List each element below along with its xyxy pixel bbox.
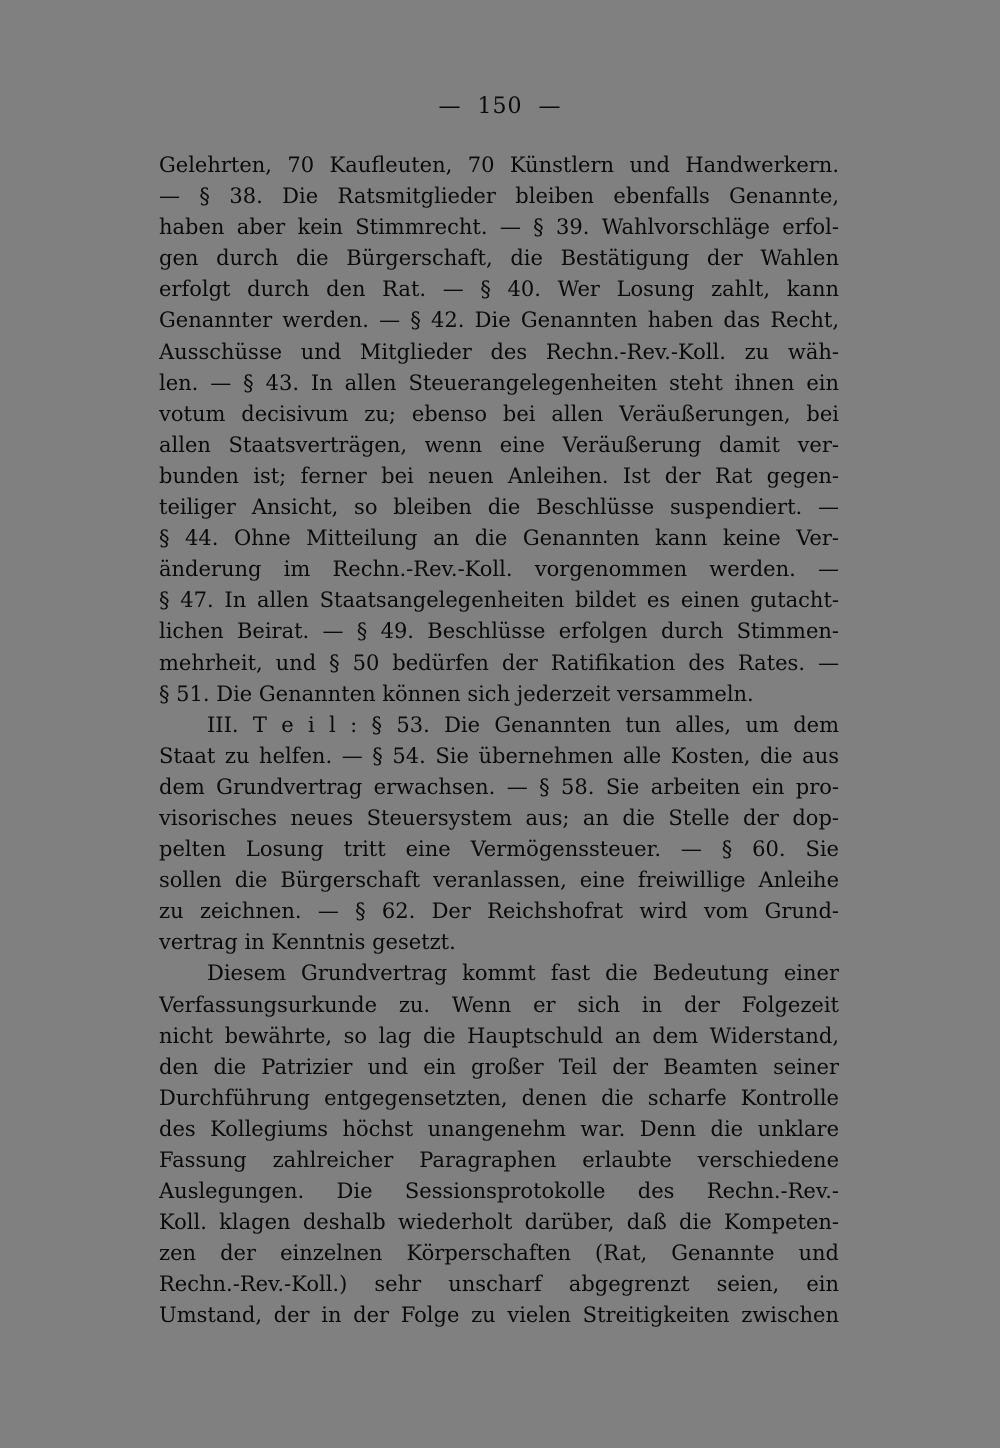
text-line: den die Patrizier und ein großer Teil der Beamten seiner — [159, 1054, 839, 1079]
page-number: — 150 — — [438, 94, 562, 119]
text-line: dem Grundvertrag erwachsen. — § 58. Sie arbeiten ein pro- — [159, 774, 839, 799]
text-line: Koll. klagen deshalb wiederholt darüber, daß die Kompeten- — [159, 1210, 839, 1235]
text-line: zen der einzelnen Körperschaften (Rat, Genannte und — [159, 1241, 839, 1266]
text-line: Auslegungen. Die Sessionsprotokolle des Rechn.-Rev.- — [159, 1179, 839, 1204]
text-line: nicht bewährte, so lag die Hauptschuld an dem Widerstand, — [159, 1023, 839, 1048]
text-line: Ausschüsse und Mitglieder des Rechn.-Rev.-Koll. zu wäh- — [159, 339, 839, 364]
text-line: Genannter werden. — § 42. Die Genannten haben das Recht, — [159, 308, 839, 333]
text-line: lichen Beirat. — § 49. Beschlüsse erfolgen durch Stimmen- — [159, 619, 839, 644]
text-line: erfolgt durch den Rat. — § 40. Wer Losung zahlt, kann — [159, 277, 839, 302]
text-line: Umstand, der in der Folge zu vielen Streitigkeiten zwischen — [159, 1303, 839, 1328]
section-heading-line: III. T e i l : § 53. Die Genannten tun alles, um dem — [207, 712, 839, 737]
text-line: pelten Losung tritt eine Vermögenssteuer. — § 60. Sie — [159, 837, 839, 862]
text-line: haben aber kein Stimmrecht. — § 39. Wahlvorschläge erfol- — [159, 215, 839, 240]
text-line: — § 38. Die Ratsmitglieder bleiben ebenfalls Genannte, — [159, 184, 839, 209]
text-line: gen durch die Bürgerschaft, die Bestätigung der Wahlen — [159, 246, 839, 271]
text-line: Fassung zahlreicher Paragraphen erlaubte verschiedene — [159, 1148, 839, 1172]
text-line: vertrag in Kenntnis gesetzt. — [159, 930, 456, 955]
text-line: len. — § 43. In allen Steuerangelegenheiten steht ihnen ein — [159, 370, 839, 395]
text-line: Gelehrten, 70 Kaufleuten, 70 Künstlern und Handwerkern. — [159, 153, 839, 177]
text-line: teiliger Ansicht, so bleiben die Beschlüsse suspendiert. — — [159, 495, 839, 520]
text-line: votum decisivum zu; ebenso bei allen Veräußerungen, bei — [159, 401, 839, 426]
text-line: Rechn.-Rev.-Koll.) sehr unscharf abgegrenzt seien, ein — [159, 1272, 839, 1297]
text-line: § 51. Die Genannten können sich jederzeit versammeln. — [159, 681, 754, 706]
text-line: Verfassungsurkunde zu. Wenn er sich in der Folgezeit — [159, 992, 839, 1017]
text-line: § 47. In allen Staatsangelegenheiten bildet es einen gutacht- — [159, 588, 839, 613]
text-line: Durchführung entgegensetzten, denen die scharfe Kontrolle — [159, 1085, 839, 1110]
text-line: mehrheit, und § 50 bedürfen der Ratifikation des Rates. — — [159, 650, 839, 675]
text-line: visorisches neues Steuersystem aus; an die Stelle der dop- — [159, 805, 839, 830]
body-text — [159, 150, 839, 1332]
text-line: änderung im Rechn.-Rev.-Koll. vorgenommen werden. — — [159, 557, 839, 582]
text-line: Staat zu helfen. — § 54. Sie übernehmen alle Kosten, die aus — [159, 743, 839, 768]
text-line: sollen die Bürgerschaft veranlassen, eine freiwillige Anleihe — [159, 868, 839, 893]
text-line: bunden ist; ferner bei neuen Anleihen. Ist der Rat gegen- — [159, 463, 839, 488]
paragraph-start-line: Diesem Grundvertrag kommt fast die Bedeutung einer — [207, 961, 839, 986]
text-line: allen Staatsverträgen, wenn eine Veräußerung damit ver- — [159, 432, 839, 457]
text-line: zu zeichnen. — § 62. Der Reichshofrat wird vom Grund- — [159, 899, 839, 924]
text-line: des Kollegiums höchst unangenehm war. Denn die unklare — [159, 1116, 839, 1141]
text-line: § 44. Ohne Mitteilung an die Genannten kann keine Ver- — [159, 526, 839, 551]
